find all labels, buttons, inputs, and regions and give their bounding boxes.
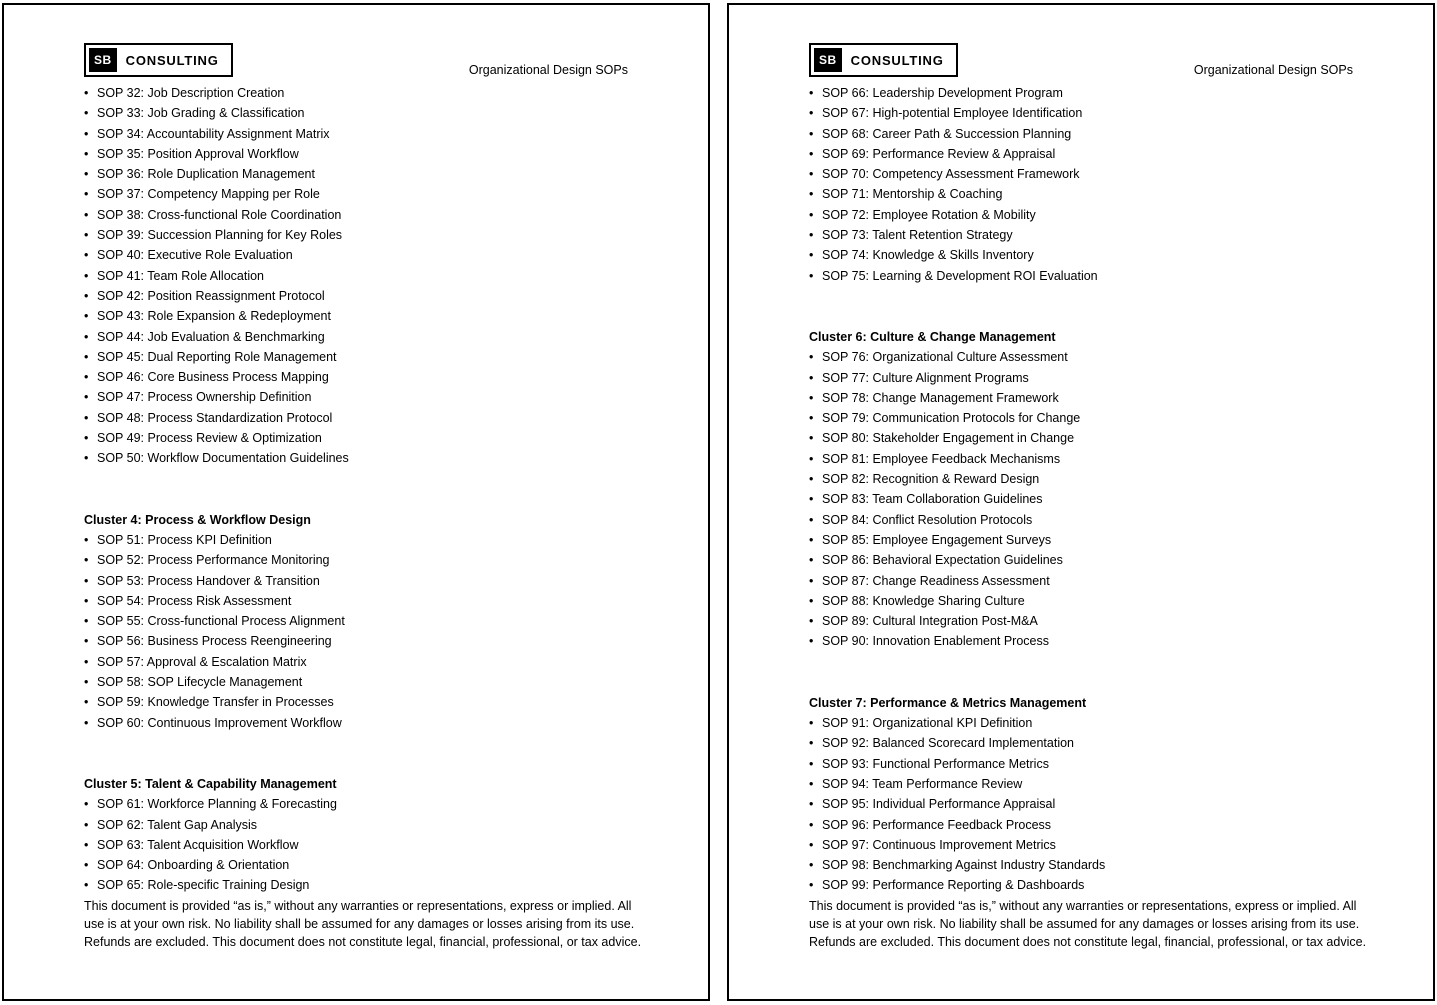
- list-item-label: SOP 43: Role Expansion & Redeployment: [97, 309, 331, 324]
- list-item: [809, 388, 1391, 408]
- list-item: [84, 631, 666, 651]
- bullet-icon: •: [809, 228, 814, 243]
- sop-list: [809, 713, 1391, 896]
- bullet-icon: •: [809, 492, 814, 507]
- bullet-icon: •: [84, 370, 89, 385]
- list-item: [84, 306, 666, 326]
- list-item: [809, 733, 1391, 753]
- bullet-icon: •: [809, 167, 814, 182]
- bullet-icon: •: [809, 146, 814, 161]
- bullet-icon: •: [84, 573, 89, 588]
- list-item-label: SOP 35: Position Approval Workflow: [97, 146, 299, 161]
- bullet-icon: •: [84, 532, 89, 547]
- bullet-icon: •: [809, 431, 814, 446]
- bullet-icon: •: [84, 106, 89, 121]
- list-item: [809, 631, 1391, 651]
- list-item: [84, 205, 666, 225]
- list-item-label: SOP 76: Organizational Culture Assessment: [822, 350, 1068, 365]
- list-item-label: SOP 39: Succession Planning for Key Roles: [97, 228, 343, 243]
- list-item-label: SOP 98: Benchmarking Against Industry Standards: [822, 858, 1106, 873]
- page-body: [84, 83, 666, 951]
- list-item: [84, 245, 666, 265]
- bullet-icon: •: [84, 553, 89, 568]
- bullet-icon: •: [84, 654, 89, 669]
- list-item: [809, 855, 1391, 875]
- list-item: [84, 124, 666, 144]
- list-item: [84, 327, 666, 347]
- brand-name: CONSULTING: [850, 52, 944, 68]
- list-item: [84, 286, 666, 306]
- bullet-icon: •: [809, 86, 814, 100]
- list-item-label: SOP 34: Accountability Assignment Matrix: [97, 126, 330, 141]
- list-item-label: SOP 67: High-potential Employee Identification: [822, 106, 1083, 121]
- list-item-label: SOP 81: Employee Feedback Mechanisms: [822, 451, 1061, 466]
- list-item: [809, 794, 1391, 814]
- list-item-label: SOP 80: Stakeholder Engagement in Change: [822, 431, 1075, 446]
- bullet-icon: •: [84, 349, 89, 364]
- list-item-label: SOP 75: Learning & Development ROI Evaluation: [822, 268, 1098, 283]
- list-item: [809, 408, 1391, 428]
- sop-list: [809, 83, 1391, 286]
- bullet-icon: •: [809, 878, 814, 893]
- list-item-label: SOP 33: Job Grading & Classification: [97, 106, 305, 121]
- list-item: [84, 692, 666, 712]
- list-item: [809, 164, 1391, 184]
- list-item: [84, 611, 666, 631]
- list-item: [84, 266, 666, 286]
- list-item: [84, 83, 666, 103]
- list-item: [84, 713, 666, 733]
- bullet-icon: •: [809, 716, 814, 731]
- list-item: [84, 530, 666, 550]
- bullet-icon: •: [84, 675, 89, 690]
- bullet-icon: •: [809, 187, 814, 202]
- list-item-label: SOP 78: Change Management Framework: [822, 390, 1059, 405]
- brand-abbrev-badge: SB: [814, 48, 842, 72]
- list-item-label: SOP 63: Talent Acquisition Workflow: [97, 837, 299, 852]
- bullet-icon: •: [809, 736, 814, 751]
- bullet-icon: •: [84, 207, 89, 222]
- list-item: [809, 184, 1391, 204]
- list-item-label: SOP 53: Process Handover & Transition: [97, 573, 320, 588]
- list-item-label: SOP 57: Approval & Escalation Matrix: [97, 654, 307, 669]
- list-item-label: SOP 49: Process Review & Optimization: [97, 431, 322, 446]
- bullet-icon: •: [809, 207, 814, 222]
- bullet-icon: •: [84, 126, 89, 141]
- bullet-icon: •: [84, 410, 89, 425]
- list-item: [84, 448, 666, 468]
- list-item: [84, 184, 666, 204]
- list-item-label: SOP 70: Competency Assessment Framework: [822, 167, 1080, 182]
- list-item-label: SOP 71: Mentorship & Coaching: [822, 187, 1003, 202]
- sop-list: [84, 794, 666, 895]
- sop-list: [84, 83, 666, 469]
- bullet-icon: •: [84, 715, 89, 730]
- list-item: [84, 387, 666, 407]
- list-item: [809, 835, 1391, 855]
- list-item: [84, 367, 666, 387]
- list-item-label: SOP 85: Employee Engagement Surveys: [822, 532, 1052, 547]
- list-item: [809, 225, 1391, 245]
- sop-list: [84, 530, 666, 733]
- list-item: [84, 875, 666, 895]
- bullet-icon: •: [809, 756, 814, 771]
- list-item-label: SOP 68: Career Path & Succession Planning: [822, 126, 1072, 141]
- list-item: [809, 571, 1391, 591]
- cluster-heading: Cluster 7: Performance & Metrics Management: [809, 695, 1087, 710]
- list-item-label: SOP 61: Workforce Planning & Forecasting: [97, 797, 337, 812]
- list-item: [809, 144, 1391, 164]
- list-item-label: SOP 40: Executive Role Evaluation: [97, 248, 293, 263]
- bullet-icon: •: [809, 532, 814, 547]
- list-item: [809, 754, 1391, 774]
- list-item: [809, 875, 1391, 895]
- bullet-icon: •: [809, 634, 814, 649]
- list-item: [809, 591, 1391, 611]
- list-item: [809, 469, 1391, 489]
- list-item: [84, 652, 666, 672]
- bullet-icon: •: [84, 797, 89, 812]
- list-item: [84, 428, 666, 448]
- page-1: [2, 3, 710, 1001]
- list-item-label: SOP 64: Onboarding & Orientation: [97, 858, 290, 873]
- list-item: [809, 449, 1391, 469]
- list-item-label: SOP 58: SOP Lifecycle Management: [97, 675, 303, 690]
- list-item-label: SOP 74: Knowledge & Skills Inventory: [822, 248, 1034, 263]
- list-item-label: SOP 60: Continuous Improvement Workflow: [97, 715, 342, 730]
- brand-name: CONSULTING: [125, 52, 219, 68]
- brand-logo: [809, 43, 958, 77]
- sop-sections: [84, 83, 666, 896]
- list-item: [84, 794, 666, 814]
- list-item-label: SOP 69: Performance Review & Appraisal: [822, 146, 1056, 161]
- bullet-icon: •: [84, 288, 89, 303]
- bullet-icon: •: [84, 268, 89, 283]
- list-item: [84, 408, 666, 428]
- page-header-title: Organizational Design SOPs: [1193, 63, 1353, 77]
- list-item-label: SOP 44: Job Evaluation & Benchmarking: [97, 329, 325, 344]
- list-item-label: SOP 42: Position Reassignment Protocol: [97, 288, 325, 303]
- list-item-label: SOP 93: Functional Performance Metrics: [822, 756, 1049, 771]
- list-item-label: SOP 55: Cross-functional Process Alignment: [97, 614, 345, 629]
- list-item-label: SOP 72: Employee Rotation & Mobility: [822, 207, 1036, 222]
- list-item: [84, 815, 666, 835]
- bullet-icon: •: [809, 614, 814, 629]
- list-item-label: SOP 65: Role-specific Training Design: [97, 878, 310, 893]
- bullet-icon: •: [84, 634, 89, 649]
- bullet-icon: •: [809, 370, 814, 385]
- list-item: [809, 774, 1391, 794]
- list-item: [84, 144, 666, 164]
- cluster-heading: Cluster 6: Culture & Change Management: [809, 329, 1056, 344]
- bullet-icon: •: [809, 411, 814, 426]
- bullet-icon: •: [84, 817, 89, 832]
- list-item-label: SOP 59: Knowledge Transfer in Processes: [97, 695, 334, 710]
- list-item-label: SOP 92: Balanced Scorecard Implementation: [822, 736, 1074, 751]
- list-item: [84, 591, 666, 611]
- bullet-icon: •: [809, 512, 814, 527]
- list-item-label: SOP 45: Dual Reporting Role Management: [97, 349, 337, 364]
- bullet-icon: •: [809, 593, 814, 608]
- bullet-icon: •: [809, 451, 814, 466]
- bullet-icon: •: [809, 106, 814, 121]
- list-item: [809, 489, 1391, 509]
- list-item: [84, 225, 666, 245]
- bullet-icon: •: [84, 167, 89, 182]
- list-item-label: SOP 79: Communication Protocols for Change: [822, 411, 1081, 426]
- list-item: [809, 611, 1391, 631]
- brand-abbrev-badge: SB: [89, 48, 117, 72]
- bullet-icon: •: [84, 228, 89, 243]
- list-item: [809, 368, 1391, 388]
- list-item: [809, 550, 1391, 570]
- cluster-heading: Cluster 5: Talent & Capability Management: [84, 776, 337, 791]
- page-header-title: Organizational Design SOPs: [468, 63, 628, 77]
- list-item: [809, 530, 1391, 550]
- cluster-heading: Cluster 4: Process & Workflow Design: [84, 512, 311, 527]
- list-item-label: SOP 82: Recognition & Reward Design: [822, 472, 1040, 487]
- list-item-label: SOP 41: Team Role Allocation: [97, 268, 264, 283]
- bullet-icon: •: [84, 614, 89, 629]
- bullet-icon: •: [84, 146, 89, 161]
- brand-logo: [84, 43, 233, 77]
- bullet-icon: •: [84, 431, 89, 446]
- list-item-label: SOP 99: Performance Reporting & Dashboards: [822, 878, 1085, 893]
- list-item-label: SOP 54: Process Risk Assessment: [97, 593, 292, 608]
- bullet-icon: •: [84, 695, 89, 710]
- list-item: [809, 103, 1391, 123]
- bullet-icon: •: [84, 248, 89, 263]
- list-item: [809, 713, 1391, 733]
- list-item-label: SOP 91: Organizational KPI Definition: [822, 716, 1033, 731]
- list-item: [809, 205, 1391, 225]
- bullet-icon: •: [809, 553, 814, 568]
- sop-list: [809, 347, 1391, 651]
- list-item: [84, 571, 666, 591]
- list-item-label: SOP 62: Talent Gap Analysis: [97, 817, 258, 832]
- list-item: [84, 347, 666, 367]
- disclaimer-text: This document is provided “as is,” without any warranties or representations, express or implied. All use is at your own risk. No liability shall be assumed for any damages or losses arising from its use. Refunds are excluded. This document does not constitute legal, financial, professional, or tax advice.: [84, 898, 642, 949]
- sop-sections: [809, 83, 1391, 896]
- list-item-label: SOP 32: Job Description Creation: [97, 86, 285, 100]
- list-item-label: SOP 37: Competency Mapping per Role: [97, 187, 320, 202]
- list-item: [809, 266, 1391, 286]
- bullet-icon: •: [84, 187, 89, 202]
- list-item-label: SOP 52: Process Performance Monitoring: [97, 553, 330, 568]
- page-body: [809, 83, 1391, 951]
- list-item: [809, 347, 1391, 367]
- list-item-label: SOP 83: Team Collaboration Guidelines: [822, 492, 1043, 507]
- list-item-label: SOP 47: Process Ownership Definition: [97, 390, 312, 405]
- list-item-label: SOP 36: Role Duplication Management: [97, 167, 315, 182]
- list-item: [809, 510, 1391, 530]
- bullet-icon: •: [809, 858, 814, 873]
- bullet-icon: •: [809, 126, 814, 141]
- list-item-label: SOP 86: Behavioral Expectation Guidelines: [822, 553, 1063, 568]
- bullet-icon: •: [809, 268, 814, 283]
- list-item-label: SOP 50: Workflow Documentation Guidelines: [97, 451, 349, 466]
- bullet-icon: •: [809, 472, 814, 487]
- list-item-label: SOP 95: Individual Performance Appraisal: [822, 797, 1056, 812]
- list-item: [84, 103, 666, 123]
- list-item: [84, 855, 666, 875]
- bullet-icon: •: [809, 817, 814, 832]
- list-item-label: SOP 96: Performance Feedback Process: [822, 817, 1052, 832]
- bullet-icon: •: [809, 350, 814, 365]
- list-item-label: SOP 56: Business Process Reengineering: [97, 634, 332, 649]
- bullet-icon: •: [809, 776, 814, 791]
- bullet-icon: •: [84, 837, 89, 852]
- list-item-label: SOP 77: Culture Alignment Programs: [822, 370, 1029, 385]
- list-item: [809, 83, 1391, 103]
- list-item-label: SOP 51: Process KPI Definition: [97, 532, 272, 547]
- bullet-icon: •: [809, 390, 814, 405]
- list-item: [84, 164, 666, 184]
- list-item-label: SOP 94: Team Performance Review: [822, 776, 1023, 791]
- list-item-label: SOP 87: Change Readiness Assessment: [822, 573, 1050, 588]
- list-item: [809, 428, 1391, 448]
- bullet-icon: •: [809, 248, 814, 263]
- list-item-label: SOP 89: Cultural Integration Post-M&A: [822, 614, 1038, 629]
- list-item: [809, 815, 1391, 835]
- disclaimer-text: This document is provided “as is,” without any warranties or representations, express or implied. All use is at your own risk. No liability shall be assumed for any damages or losses arising from its use. Refunds are excluded. This document does not constitute legal, financial, professional, or tax advice.: [809, 898, 1367, 949]
- list-item-label: SOP 73: Talent Retention Strategy: [822, 228, 1013, 243]
- bullet-icon: •: [84, 593, 89, 608]
- list-item: [809, 124, 1391, 144]
- bullet-icon: •: [809, 797, 814, 812]
- list-item-label: SOP 38: Cross-functional Role Coordination: [97, 207, 342, 222]
- list-item-label: SOP 97: Continuous Improvement Metrics: [822, 837, 1056, 852]
- list-item: [84, 835, 666, 855]
- list-item-label: SOP 90: Innovation Enablement Process: [822, 634, 1049, 649]
- list-item: [84, 672, 666, 692]
- list-item-label: SOP 48: Process Standardization Protocol: [97, 410, 333, 425]
- bullet-icon: •: [84, 309, 89, 324]
- list-item-label: SOP 84: Conflict Resolution Protocols: [822, 512, 1033, 527]
- bullet-icon: •: [84, 86, 89, 100]
- bullet-icon: •: [809, 837, 814, 852]
- bullet-icon: •: [84, 390, 89, 405]
- list-item-label: SOP 88: Knowledge Sharing Culture: [822, 593, 1025, 608]
- bullet-icon: •: [84, 329, 89, 344]
- bullet-icon: •: [84, 878, 89, 893]
- page-2: [727, 3, 1435, 1001]
- list-item-label: SOP 46: Core Business Process Mapping: [97, 370, 329, 385]
- list-item: [84, 550, 666, 570]
- bullet-icon: •: [84, 858, 89, 873]
- list-item: [809, 245, 1391, 265]
- list-item-label: SOP 66: Leadership Development Program: [822, 86, 1063, 100]
- bullet-icon: •: [809, 573, 814, 588]
- bullet-icon: •: [84, 451, 89, 466]
